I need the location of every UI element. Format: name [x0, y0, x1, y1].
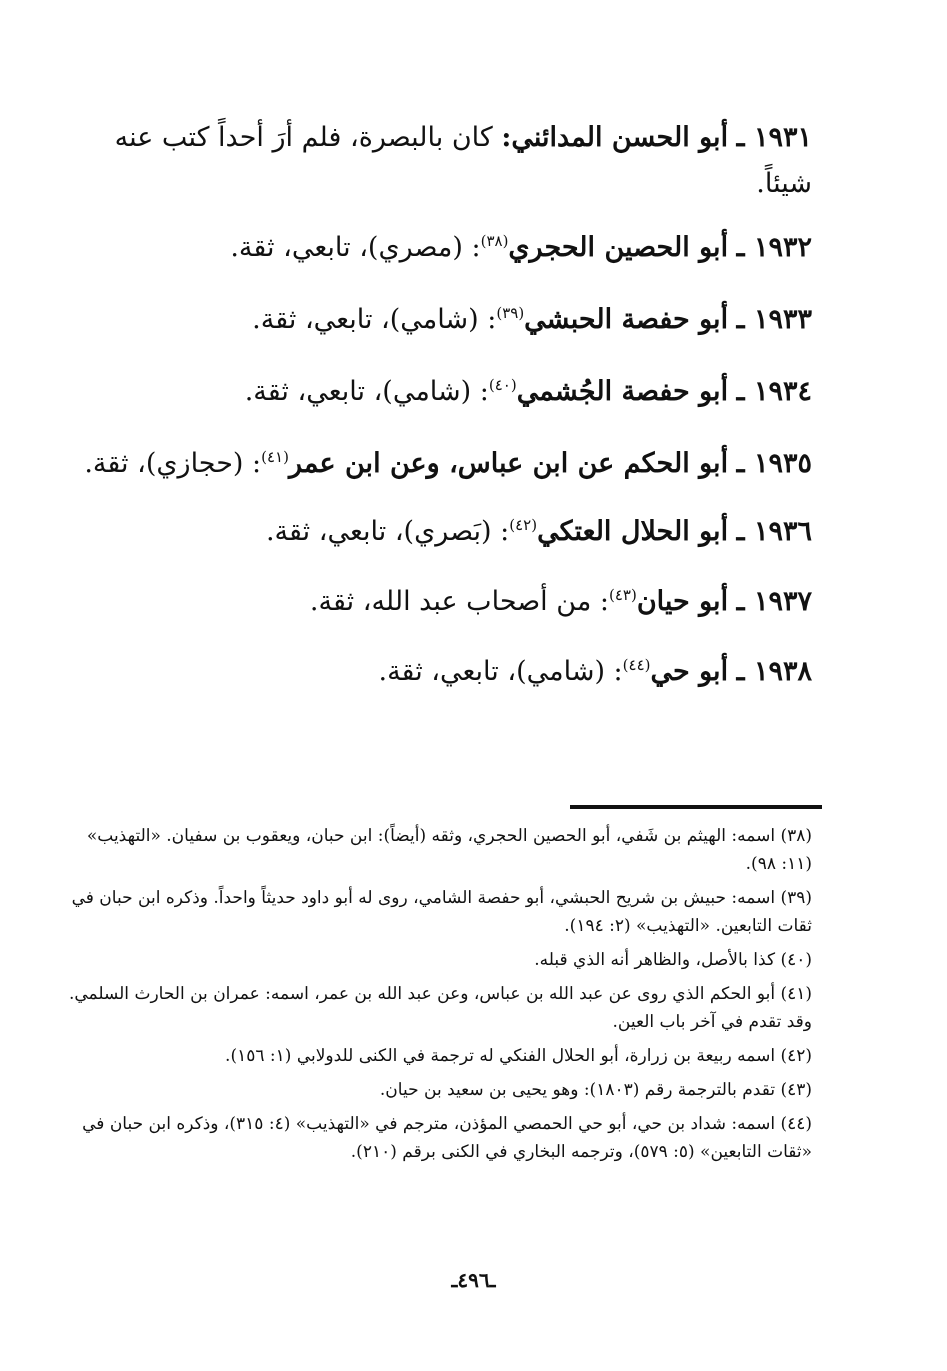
- footnote-ref: (٤٠): [488, 376, 517, 394]
- entry-text: : (مصري)، تابعي، ثقة.: [230, 232, 481, 263]
- footnote-41: (٤١) أبو الحكم الذي روى عن عبد الله بن عباس، وعن عبد الله بن عمر، اسمه: عمران بن الحارث السلمي. وقد تقدم في آخر باب العين.: [68, 984, 812, 1032]
- footnote-ref: (٣٨): [480, 232, 509, 250]
- entry-1934: [72, 369, 812, 415]
- footnote-ref: (٤١): [261, 448, 289, 466]
- footnotes: [67, 822, 812, 1172]
- footnote-divider: [570, 805, 822, 809]
- page-number: ـ٤٩٦ـ: [451, 1268, 496, 1292]
- entry-text: : من أصحاب عبد الله، ثقة.: [309, 586, 609, 617]
- entry-name: أبو الحلال العتكي: [537, 516, 729, 547]
- entry-1931: [72, 115, 812, 207]
- footnote-43: (٤٣) تقدم بالترجمة رقم (١٨٠٣): وهو يحيى بن سعيد بن حيان.: [379, 1080, 812, 1100]
- footnote-39: (٣٩) اسمه: حبيش بن شريح الحبشي، أبو حفصة الشامي، روى له أبو داود حديثاً واحداً. وذكره ابن حبان في ثقات التابعين. «التهذيب» (٢: ١٩٤).: [71, 888, 812, 936]
- entry-name: أبو حيان: [636, 586, 729, 617]
- entry-1935: [72, 441, 812, 487]
- entry-name: أبو حفصة الحبشي: [524, 304, 729, 335]
- footnote-40: (٤٠) كذا بالأصل، والظاهر أنه الذي قبله.: [534, 950, 812, 970]
- entry-text: : (شامي)، تابعي، ثقة.: [244, 376, 489, 407]
- entry-name: أبو حفصة الجُشمي: [516, 376, 729, 407]
- entry-number: ١٩٣٢ ـ: [736, 232, 812, 263]
- entry-1938: [72, 649, 812, 695]
- entry-1937: [72, 579, 812, 625]
- entry-number: ١٩٣٨ ـ: [736, 656, 812, 687]
- entry-name: أبو حي: [650, 656, 729, 687]
- footnote-44: (٤٤) اسمه: شداد بن حي، أبو حي الحمصي المؤذن، مترجم في «التهذيب» (٤: ٣١٥)، وذكره ابن حبان في «ثقات التابعين» (٥: ٥٧٩)، وترجمه البخاري في الكنى برقم (٢١٠).: [82, 1114, 812, 1162]
- entry-number: ١٩٣٧ ـ: [736, 586, 812, 617]
- entry-number: ١٩٣٥ ـ: [736, 448, 812, 479]
- entry-text: كان بالبصرة، فلم أرَ أحداً كتب عنه شيئاً.: [114, 122, 812, 199]
- entry-number: ١٩٣٤ ـ: [736, 376, 812, 407]
- footnote-ref: (٤٤): [622, 656, 651, 674]
- entry-text: : (بَصري)، تابعي، ثقة.: [265, 516, 510, 547]
- footnote-ref: (٤٢): [509, 516, 538, 534]
- entry-number: ١٩٣١ ـ: [736, 122, 812, 153]
- entry-text: : (شامي)، تابعي، ثقة.: [378, 656, 623, 687]
- entry-1932: [72, 225, 812, 271]
- entry-text: : (شامي)، تابعي، ثقة.: [252, 304, 497, 335]
- entry-number: ١٩٣٣ ـ: [736, 304, 812, 335]
- footnote-42: (٤٢) اسمه ربيعة بن زرارة، أبو الحلال الفنكي له ترجمة في الكنى للدولابي (١: ١٥٦).: [225, 1046, 812, 1066]
- footnote-ref: (٣٩): [496, 304, 525, 322]
- entry-text: : (حجازي)، ثقة.: [84, 448, 262, 479]
- entry-number: ١٩٣٦ ـ: [736, 516, 812, 547]
- footnote-38: (٣٨) اسمه: الهيثم بن شَفي، أبو الحصين الحجري، وثقه (أيضاً): ابن حبان، ويعقوب بن سفيان. «التهذيب» (١١: ٩٨).: [86, 826, 812, 874]
- entry-1933: [72, 297, 812, 343]
- entry-name: أبو الحصين الحجري: [508, 232, 729, 263]
- entries-list: [72, 115, 812, 695]
- entry-name: أبو الحسن المدائني:: [501, 122, 729, 153]
- entry-1936: [72, 509, 812, 555]
- footnote-ref: (٤٣): [608, 586, 637, 604]
- entry-name: أبو الحكم عن ابن عباس، وعن ابن عمر: [288, 448, 729, 479]
